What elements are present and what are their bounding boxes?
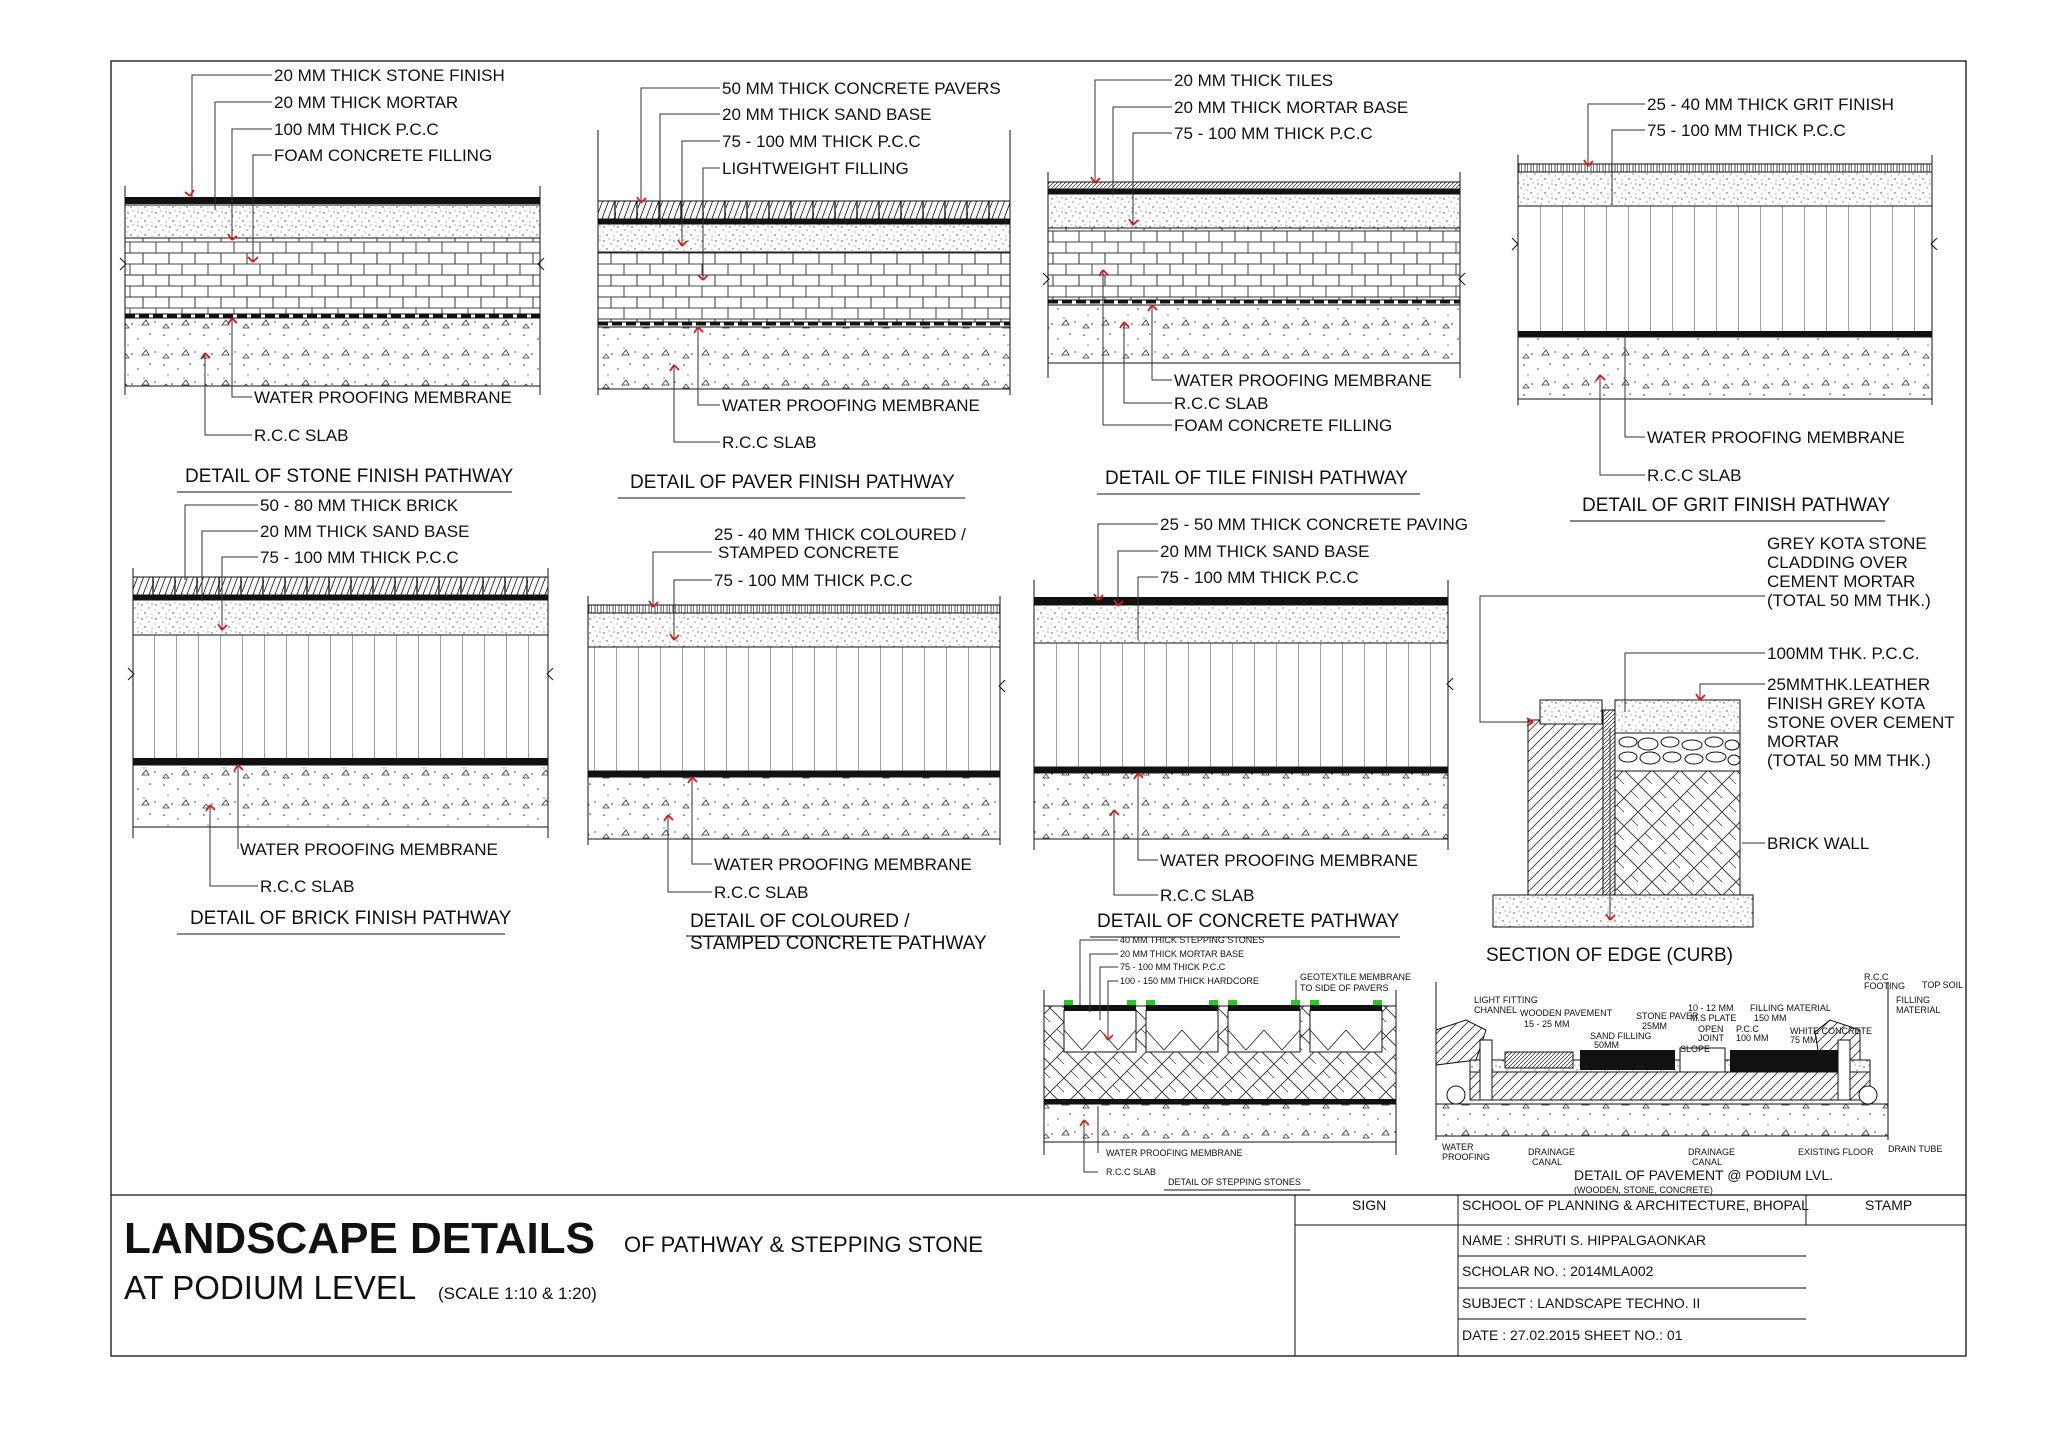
detail-stepping-stones (1044, 935, 1411, 1190)
stepping-label-geo-2: TO SIDE OF PAVERS (1300, 983, 1389, 993)
stepping-label-slab: R.C.C SLAB (1106, 1167, 1157, 1177)
podium-label-19: R.C.C (1864, 972, 1889, 982)
stone-label-foam: FOAM CONCRETE FILLING (274, 146, 493, 165)
sign-label: SIGN (1352, 1197, 1387, 1213)
detail-paver-finish (598, 79, 1010, 498)
podium-label-22: FILLING (1896, 995, 1931, 1005)
curb-label-leather-1: 25MMTHK.LEATHER (1767, 675, 1931, 694)
detail-grit-finish (1512, 95, 1937, 521)
curb-label-leather-5: (TOTAL 50 MM THK.) (1767, 751, 1931, 770)
sheet-title-suffix: OF PATHWAY & STEPPING STONE (624, 1232, 983, 1257)
curb-label-leather-3: STONE OVER CEMENT (1767, 713, 1955, 732)
coloured-label-top-2: STAMPED CONCRETE (718, 543, 900, 562)
detail-brick-finish (128, 496, 553, 934)
detail-podium-pavement (1436, 972, 1963, 1195)
podium-caption: DETAIL OF PAVEMENT @ PODIUM LVL. (1574, 1167, 1833, 1183)
podium-label-21: TOP SOIL (1922, 980, 1964, 990)
detail-stone-finish (120, 66, 544, 492)
sheet-title: LANDSCAPE DETAILS (124, 1214, 595, 1263)
sheet-scale: (SCALE 1:10 & 1:20) (438, 1284, 597, 1303)
tile-label-tiles: 20 MM THICK TILES (1174, 71, 1334, 90)
stone-label-membrane: WATER PROOFING MEMBRANE (254, 388, 512, 407)
stamp-label: STAMP (1865, 1197, 1913, 1213)
detail-concrete-pathway (1034, 515, 1468, 937)
podium-label-5: 50MM (1594, 1040, 1620, 1050)
coloured-caption-2: STAMPED CONCRETE PATHWAY (690, 933, 987, 954)
curb-label-kota-3: CEMENT MORTAR (1767, 572, 1916, 591)
stepping-label-mortar: 20 MM THICK MORTAR BASE (1120, 949, 1245, 959)
paver-label-pavers: 50 MM THICK CONCRETE PAVERS (722, 79, 1001, 98)
concrete-label-paving: 25 - 50 MM THICK CONCRETE PAVING (1160, 515, 1468, 534)
podium-label-9: M.S PLATE (1690, 1013, 1737, 1023)
coloured-label-membrane: WATER PROOFING MEMBRANE (714, 855, 972, 874)
stone-label-pcc: 100 MM THICK P.C.C (274, 120, 439, 139)
podium-label-14: 150 MM (1754, 1013, 1787, 1023)
tile-label-membrane: WATER PROOFING MEMBRANE (1174, 371, 1432, 390)
stepping-caption: DETAIL OF STEPPING STONES (1168, 1177, 1301, 1187)
podium-label-25: PROOFING (1442, 1152, 1491, 1162)
concrete-label-membrane: WATER PROOFING MEMBRANE (1160, 851, 1418, 870)
stone-label-slab: R.C.C SLAB (254, 426, 349, 445)
podium-label-15: P.C.C (1736, 1024, 1759, 1034)
coloured-caption-1: DETAIL OF COLOURED / (690, 911, 910, 932)
grit-label-membrane: WATER PROOFING MEMBRANE (1647, 428, 1905, 447)
podium-label-20: FOOTING (1864, 981, 1905, 991)
stone-label-finish: 20 MM THICK STONE FINISH (274, 66, 505, 85)
student-name: NAME : SHRUTI S. HIPPALGAONKAR (1462, 1232, 1707, 1248)
podium-label-31: DRAIN TUBE (1888, 1144, 1943, 1154)
curb-label-leather-2: FINISH GREY KOTA (1767, 694, 1926, 713)
coloured-label-slab: R.C.C SLAB (714, 883, 809, 902)
podium-label-12: SLOPE (1680, 1044, 1711, 1054)
curb-caption: SECTION OF EDGE (CURB) (1486, 945, 1734, 966)
paver-label-membrane: WATER PROOFING MEMBRANE (722, 396, 980, 415)
podium-label-10: OPEN (1698, 1024, 1724, 1034)
detail-coloured-concrete (588, 525, 1005, 954)
curb-label-kota-2: CLADDING OVER (1767, 553, 1908, 572)
podium-label-3: 15 - 25 MM (1524, 1019, 1570, 1029)
tile-label-pcc: 75 - 100 MM THICK P.C.C (1174, 124, 1373, 143)
brick-label-sand: 20 MM THICK SAND BASE (260, 522, 470, 541)
title-block (111, 1195, 1966, 1356)
concrete-label-slab: R.C.C SLAB (1160, 886, 1255, 905)
podium-label-8: 10 - 12 MM (1688, 1003, 1734, 1013)
grit-label-finish: 25 - 40 MM THICK GRIT FINISH (1647, 95, 1894, 114)
sheet-title-line2: AT PODIUM LEVEL (124, 1269, 417, 1306)
podium-label-27: CANAL (1532, 1157, 1563, 1167)
concrete-label-pcc: 75 - 100 MM THICK P.C.C (1160, 568, 1359, 587)
school-label: SCHOOL OF PLANNING & ARCHITECTURE, BHOPAL (1462, 1197, 1809, 1213)
paver-label-slab: R.C.C SLAB (722, 433, 817, 452)
podium-label-2: WOODEN PAVEMENT (1520, 1008, 1613, 1018)
brick-label-slab: R.C.C SLAB (260, 877, 355, 896)
podium-label-24: WATER (1442, 1142, 1474, 1152)
podium-label-29: CANAL (1692, 1157, 1723, 1167)
stepping-label-membrane: WATER PROOFING MEMBRANE (1106, 1148, 1243, 1158)
paver-label-filling: LIGHTWEIGHT FILLING (722, 159, 909, 178)
podium-label-26: DRAINAGE (1528, 1147, 1576, 1157)
stone-label-mortar: 20 MM THICK MORTAR (274, 93, 459, 112)
paver-caption: DETAIL OF PAVER FINISH PATHWAY (630, 472, 955, 493)
grit-caption: DETAIL OF GRIT FINISH PATHWAY (1582, 495, 1891, 516)
curb-label-leather-4: MORTAR (1767, 732, 1840, 751)
podium-label-16: 100 MM (1736, 1033, 1769, 1043)
stepping-label-hardcore: 100 - 150 MM THICK HARDCORE (1120, 976, 1259, 986)
podium-label-11: JOINT (1698, 1033, 1724, 1043)
coloured-label-top-1: 25 - 40 MM THICK COLOURED / (714, 525, 966, 544)
detail-tile-finish (1043, 71, 1465, 494)
podium-label-7: 25MM (1642, 1021, 1668, 1031)
scholar-number: SCHOLAR NO. : 2014MLA002 (1462, 1263, 1654, 1279)
grit-label-pcc: 75 - 100 MM THICK P.C.C (1647, 121, 1846, 140)
paver-label-sand: 20 MM THICK SAND BASE (722, 105, 932, 124)
podium-label-0: LIGHT FITTING (1474, 995, 1538, 1005)
brick-label-pcc: 75 - 100 MM THICK P.C.C (260, 548, 459, 567)
stepping-label-stones: 40 MM THICK STEPPING STONES (1120, 935, 1265, 945)
podium-label-13: FILLING MATERIAL (1750, 1003, 1831, 1013)
podium-label-17: WHITE CONCRETE (1790, 1026, 1872, 1036)
podium-label-28: DRAINAGE (1688, 1147, 1736, 1157)
curb-label-pcc: 100MM THK. P.C.C. (1767, 644, 1920, 663)
podium-label-1: CHANNEL (1474, 1005, 1518, 1015)
paver-label-pcc: 75 - 100 MM THICK P.C.C (722, 132, 921, 151)
date-sheet: DATE : 27.02.2015 SHEET NO.: 01 (1462, 1327, 1683, 1343)
podium-label-18: 75 MM (1790, 1035, 1818, 1045)
brick-caption: DETAIL OF BRICK FINISH PATHWAY (190, 908, 512, 929)
brick-label-membrane: WATER PROOFING MEMBRANE (240, 840, 498, 859)
tile-label-slab: R.C.C SLAB (1174, 394, 1269, 413)
coloured-label-pcc: 75 - 100 MM THICK P.C.C (714, 571, 913, 590)
curb-label-kota-1: GREY KOTA STONE (1767, 534, 1927, 553)
tile-label-mortar: 20 MM THICK MORTAR BASE (1174, 98, 1409, 117)
tile-caption: DETAIL OF TILE FINISH PATHWAY (1105, 468, 1408, 489)
detail-curb-section (1480, 534, 1955, 966)
podium-label-23: MATERIAL (1896, 1005, 1941, 1015)
podium-label-6: STONE PAVER (1636, 1011, 1699, 1021)
podium-subcaption: (WOODEN, STONE, CONCRETE) (1574, 1185, 1713, 1195)
concrete-label-sand: 20 MM THICK SAND BASE (1160, 542, 1370, 561)
curb-label-kota-4: (TOTAL 50 MM THK.) (1767, 591, 1931, 610)
subject: SUBJECT : LANDSCAPE TECHNO. II (1462, 1295, 1701, 1311)
stone-caption: DETAIL OF STONE FINISH PATHWAY (185, 466, 514, 487)
tile-label-foam: FOAM CONCRETE FILLING (1174, 416, 1393, 435)
curb-label-brick-wall: BRICK WALL (1767, 834, 1870, 853)
podium-label-4: SAND FILLING (1590, 1031, 1652, 1041)
stepping-label-pcc: 75 - 100 MM THICK P.C.C (1120, 962, 1226, 972)
podium-label-30: EXISTING FLOOR (1798, 1147, 1874, 1157)
stepping-label-geo-1: GEOTEXTILE MEMBRANE (1300, 972, 1412, 982)
concrete-caption: DETAIL OF CONCRETE PATHWAY (1097, 911, 1400, 932)
grit-label-slab: R.C.C SLAB (1647, 466, 1742, 485)
brick-label-brick: 50 - 80 MM THICK BRICK (260, 496, 459, 515)
